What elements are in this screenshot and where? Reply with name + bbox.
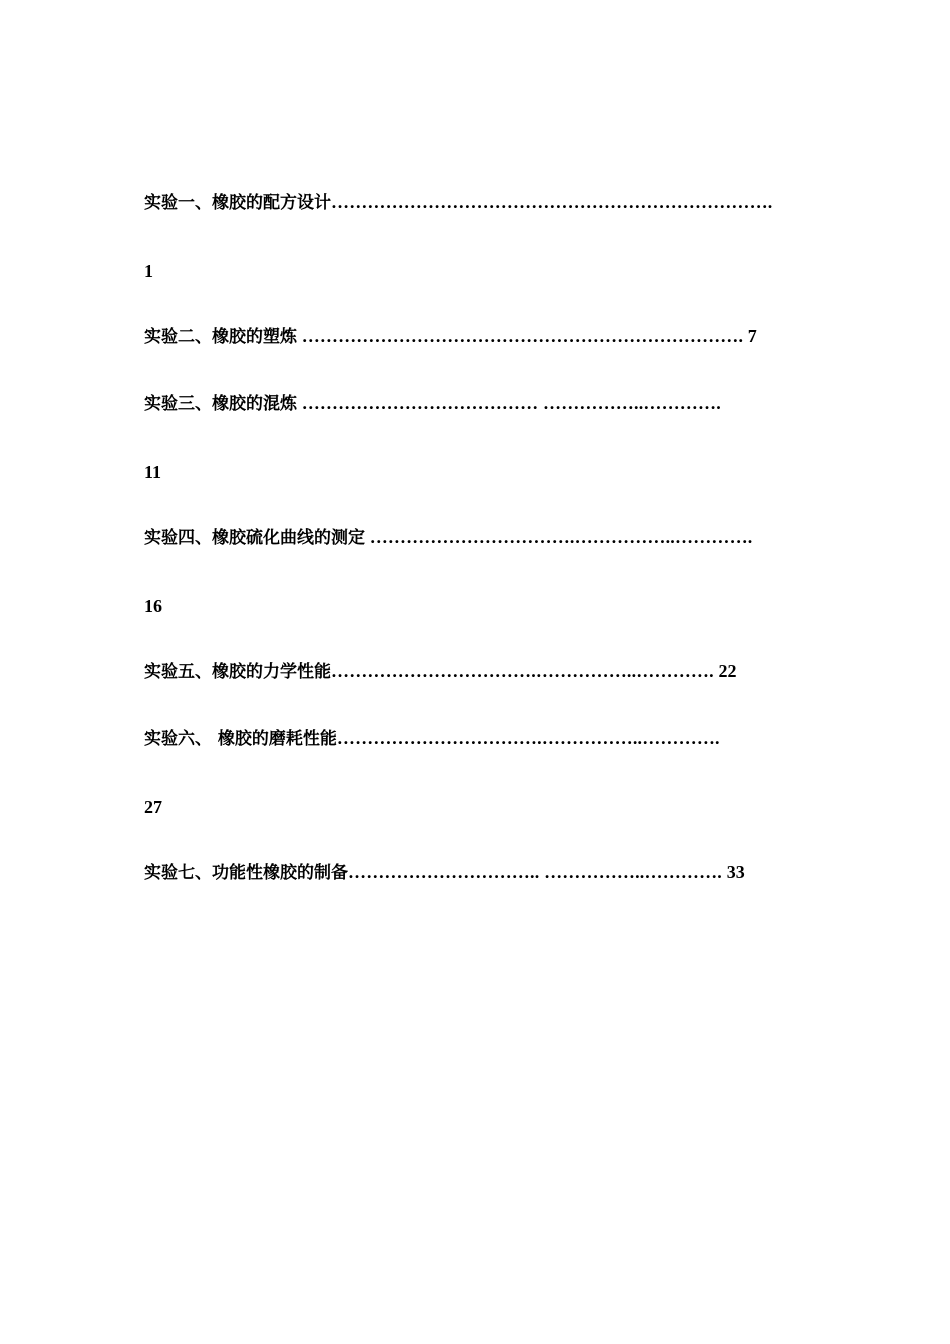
toc-entry-6[interactable]: [144, 726, 814, 751]
toc-entry-1-page-line: [144, 259, 814, 283]
toc-entry-label: 实验六、 橡胶的磨耗性能: [144, 729, 337, 749]
toc-page-number: 27: [144, 797, 162, 817]
toc-entry-6-page-line: [144, 795, 814, 819]
toc-entry-label: 实验五、橡胶的力学性能: [144, 662, 331, 682]
toc-leader-dots: ………………………….. ……………..………….: [348, 862, 727, 882]
toc-page-number: 33: [726, 862, 745, 882]
toc-leader-dots: …………………………….……………..………….: [336, 728, 720, 748]
toc-page-number: 7: [743, 326, 757, 346]
toc-leader-dots: ……………………………………………………………….: [331, 192, 773, 212]
toc-entry-3[interactable]: [144, 391, 814, 416]
toc-entry-label: 实验四、橡胶硫化曲线的测定: [144, 528, 365, 548]
toc-entry-label: 实验二、橡胶的塑炼: [144, 327, 297, 347]
toc-entry-2[interactable]: [144, 324, 814, 349]
toc-entry-label: 实验一、橡胶的配方设计: [144, 193, 331, 213]
toc-leader-dots: ………………………………… ……………..………….: [297, 393, 721, 413]
toc-page-number: 22: [718, 661, 737, 681]
toc-entry-4-page-line: [144, 594, 814, 618]
toc-entry-3-page-line: [144, 460, 814, 484]
toc-entry-4[interactable]: [144, 525, 814, 550]
toc-leader-dots: ……………………………………………………………….: [297, 326, 744, 346]
toc-entry-7[interactable]: [144, 860, 814, 885]
toc-entry-label: 实验三、橡胶的混炼: [144, 394, 297, 414]
toc-leader-dots: …………………………….……………..………….: [365, 527, 753, 547]
toc-entry-5[interactable]: [144, 659, 814, 684]
toc-page-number: 11: [144, 462, 162, 482]
toc-leader-dots: …………………………….……………..………….: [331, 661, 719, 681]
toc-entry-1[interactable]: [144, 190, 814, 215]
toc-page-number: 1: [144, 261, 153, 281]
toc-page-number: 16: [144, 596, 162, 616]
toc-entry-label: 实验七、功能性橡胶的制备: [144, 863, 348, 883]
